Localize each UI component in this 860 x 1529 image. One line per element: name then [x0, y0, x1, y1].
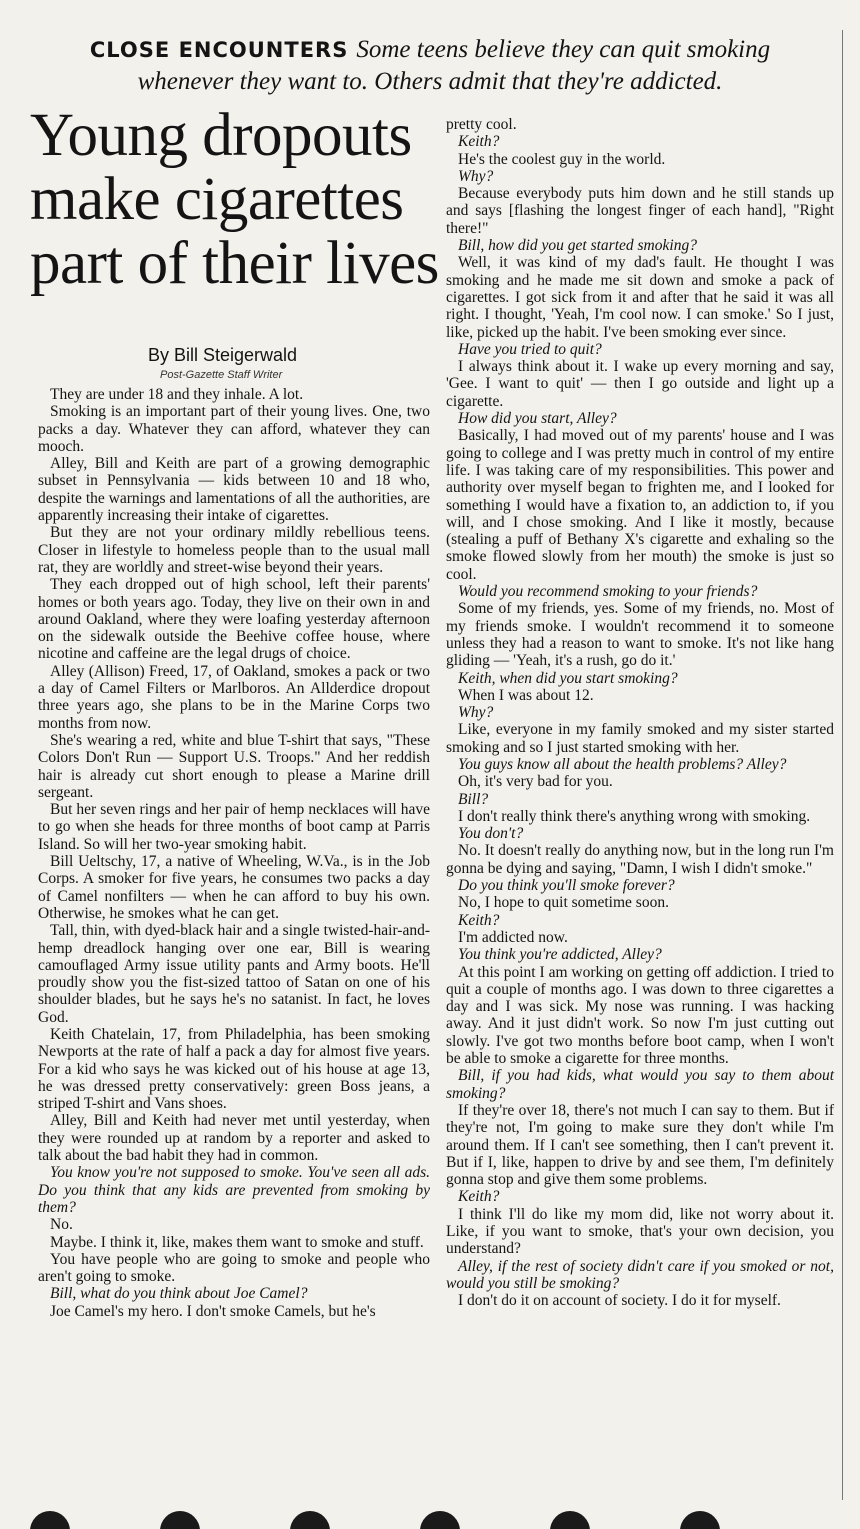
interview-question: Bill, how did you get started smoking? — [458, 237, 697, 255]
interview-question: Would you recommend smoking to your friends? — [458, 583, 758, 601]
interview-question: You don't? — [458, 825, 524, 843]
article-paragraph: Smoking is an important part of their young lives. One, two packs a day. Whatever they can afford, whatever they can mooch. — [38, 403, 430, 455]
interview-question: Keith? — [458, 133, 500, 151]
cropped-letter — [550, 1511, 590, 1529]
interview-question: Why? — [458, 704, 494, 722]
article-paragraph: Alley, Bill and Keith had never met until yesterday, when they were rounded up at random by a reporter and asked to talk about the bad habit they had in common. — [38, 1112, 430, 1165]
interview-question: Bill, what do you think about Joe Camel? — [50, 1285, 308, 1303]
article-paragraph: No, I hope to quit sometime soon. — [458, 894, 669, 912]
interview-question: Keith, when did you start smoking? — [458, 669, 678, 687]
article-paragraph: They are under 18 and they inhale. A lot. — [50, 386, 304, 403]
article-paragraph: Some of my friends, yes. Some of my friends, no. Most of my friends smoke. I wouldn't recommend it to someone unless they had a reason to want to smoke. It's not like hang gliding — 'Yeah, it's a rush, go do it.' — [446, 600, 834, 670]
article-paragraph: No. — [50, 1216, 73, 1234]
cropped-letter — [680, 1511, 720, 1529]
interview-question: You guys know all about the health problems? Alley? — [458, 755, 787, 773]
cropped-letter — [30, 1511, 70, 1529]
next-article-headline-fragment — [30, 1511, 830, 1529]
cropped-letter — [420, 1511, 460, 1529]
interview-question: Alley, if the rest of society didn't care if you smoked or not, would you still be smoking? — [446, 1257, 834, 1292]
article-paragraph: If they're over 18, there's not much I can say to them. But if they're not, I'm going to make sure they don't while I'm around them. If I can't see something, then I can't prevent it. But if I, like, happen to drive by and see them, I'm definitely gonna stop and give them some problems. — [446, 1101, 834, 1189]
cropped-letter — [160, 1511, 200, 1529]
article-paragraph: But her seven rings and her pair of hemp necklaces will have to go when she heads for three months of boot camp at Parris Island. So will her two-year smoking habit. — [38, 801, 430, 853]
interview-question: Keith? — [458, 1188, 500, 1206]
article-paragraph: pretty cool. — [446, 116, 517, 133]
article-paragraph: Bill Ueltschy, 17, a native of Wheeling, W.Va., is in the Job Corps. A smoker for five years, he consumes two packs a day of Camel nonfilters — when he can afford to buy his own. Otherwise, he smokes what he can get. — [38, 853, 430, 922]
article-paragraph: She's wearing a red, white and blue T-shirt that says, "These Colors Don't Run — Support U.S. Troops." And her reddish hair is already cut short enough to please a Marine drill sergeant. — [38, 731, 430, 801]
article-paragraph: Like, everyone in my family smoked and my sister started smoking and so I just started smoking with her. — [446, 721, 834, 756]
interview-question: Bill? — [458, 790, 489, 808]
article-paragraph: He's the coolest guy in the world. — [458, 150, 666, 168]
kicker-text-line1: Some teens believe they can quit smoking — [356, 36, 771, 63]
interview-question: You think you're addicted, Alley? — [458, 946, 662, 964]
article-paragraph: Oh, it's very bad for you. — [458, 773, 613, 791]
cropped-letter — [290, 1511, 330, 1529]
article-paragraph: Well, it was kind of my dad's fault. He thought I was smoking and he made me sit down and smoke a pack of cigarettes. I got sick from it and after that he said it was all right. I thought, 'Yeah, I'm cool now. I can smoke.' So I just, like, picked up the habit. I've been smoking ever since. — [446, 254, 834, 341]
article-column-2 — [446, 116, 834, 1309]
article-paragraph: Maybe. I think it, like, makes them want to smoke and stuff. — [50, 1233, 424, 1251]
article-paragraph: Because everybody puts him down and he still stands up and says [flashing the longest finger of each hand], "Right there!" — [446, 185, 834, 237]
article-paragraph: But they are not your ordinary mildly rebellious teens. Closer in lifestyle to homeless people than to the usual mall rat, they are worldly and street-wise beyond their years. — [38, 524, 430, 576]
article-paragraph: Alley, Bill and Keith are part of a growing demographic subset in Pennsylvania — kids between 10 and 18 who, despite the warnings and lamentations of all the authorities, are apparently increasing their intake of cigarettes. — [38, 455, 430, 525]
article-paragraph: At this point I am working on getting off addiction. I tried to quit a couple of months ago. I was down to three cigarettes a day and I was sick. My nose was running. I was hacking away. And it just didn't work. So now I'm just cutting out slowly. I've got two months before boot camp, when I won't be able to smoke a cigarette for three months. — [446, 963, 834, 1068]
kicker-text-line2: whenever they want to. Others admit that they're addicted. — [137, 68, 723, 95]
interview-question: You know you're not supposed to smoke. You've seen all ads. Do you think that any kids are prevented from smoking by them? — [38, 1164, 430, 1216]
byline-credit: Post-Gazette Staff Writer — [160, 369, 283, 381]
article-paragraph: I don't really think there's anything wrong with smoking. — [458, 807, 811, 825]
article-paragraph: When I was about 12. — [458, 686, 594, 704]
article-paragraph: They each dropped out of high school, left their parents' homes or both years ago. Today, they live on their own in and around Oakland, where they were loafing yesterday afternoon on the sidewalk outside the Beehive coffee house, where nicotine and caffeine are the legal drugs of choice. — [38, 576, 430, 663]
column-rule — [842, 30, 843, 1500]
article-paragraph: I'm addicted now. — [458, 928, 568, 946]
kicker-label: CLOSE ENCOUNTERS — [89, 38, 349, 62]
article-paragraph: Joe Camel's my hero. I don't smoke Camels, but he's — [50, 1302, 376, 1320]
article-paragraph: I don't do it on account of society. I do it for myself. — [458, 1292, 781, 1310]
article-paragraph: No. It doesn't really do anything now, but in the long run I'm gonna be dying and saying, "Damn, I wish I didn't smoke." — [446, 842, 834, 877]
interview-question: How did you start, Alley? — [458, 410, 617, 428]
headline: Young dropouts make cigarettes part of their lives — [30, 102, 439, 297]
interview-question: Have you tried to quit? — [458, 340, 602, 358]
byline: By Bill Steigerwald — [148, 345, 298, 365]
interview-question: Why? — [458, 167, 494, 185]
article-paragraph: I always think about it. I wake up every morning and say, 'Gee. I want to quit' — then I go outside and light up a cigarette. — [446, 358, 834, 410]
article-column-1 — [38, 386, 430, 1320]
interview-question: Keith? — [458, 911, 500, 929]
article-paragraph: Alley (Allison) Freed, 17, of Oakland, smokes a pack or two a day of Camel Filters or Marlboros. An Allderdice dropout three years ago, she plans to be in the Marine Corps two months from now. — [38, 662, 430, 732]
interview-question: Bill, if you had kids, what would you say to them about smoking? — [446, 1067, 834, 1102]
interview-question: Do you think you'll smoke forever? — [458, 877, 675, 895]
article-paragraph: Basically, I had moved out of my parents' house and I was going to college and I was pretty much in control of my entire life. I was taking care of my responsibilities. This power and authority over myself began to frighten me, and I looked for something I would have a fixation to, an addiction to, if you will, and I chose smoking. And I like it mostly, because (stealing a puff of Bethany X's cigarette and exhaling so the smoke flowed slowly from her mouth) the smoke is just so cool. — [446, 427, 834, 583]
article-paragraph: You have people who are going to smoke and people who aren't going to smoke. — [38, 1250, 430, 1286]
article-paragraph: Tall, thin, with dyed-black hair and a single twisted-hair-and-hemp dreadlock hanging over one ear, Bill is wearing camouflaged Army issue utility pants and Army boots. He'll proudly show you the fist-sized tattoo of Satan on one of his shoulder blades, but he says he's no satanist. In fact, he loves God. — [38, 922, 430, 1026]
article-paragraph: Keith Chatelain, 17, from Philadelphia, has been smoking Newports at the rate of half a pack a day for almost five years. For a kid who says he was kicked out of his house at age 13, he was dressed pretty conservatively: green Boss jeans, a striped T-shirt and Vans shoes. — [38, 1025, 430, 1113]
kicker — [0, 34, 860, 97]
article-paragraph: I think I'll do like my mom did, like not worry about it. Like, if you want to smoke, that's your own decision, you understand? — [446, 1205, 834, 1258]
